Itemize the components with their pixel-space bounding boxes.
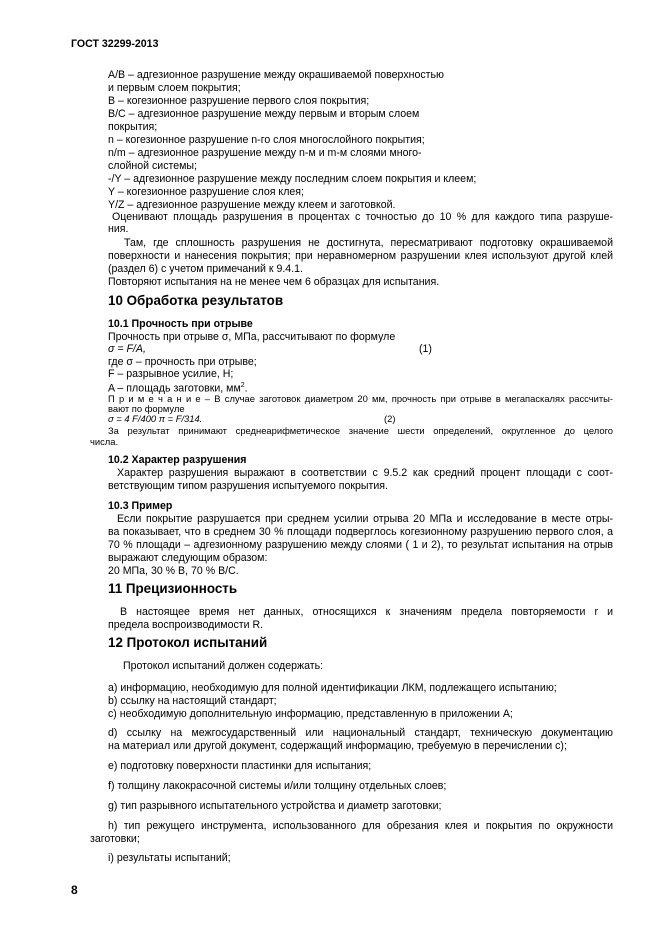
paragraph-line: ветствующим типом разрушения испытуемого покрытия. <box>108 480 388 492</box>
paragraph-line: Характер разрушения выражают в соответствии с 9.5.2 как средний процент площади с соот- <box>117 467 613 479</box>
paragraph-line: Прочность при отрыве σ, МПа, рассчитывают по формуле <box>108 331 396 343</box>
note-line: числа. <box>90 436 119 447</box>
note-line: За результат принимают среднеарифметическое значение шести определений, округленное до целого <box>108 425 613 436</box>
list-item: заготовки; <box>90 833 140 845</box>
where-line-end: . <box>244 382 248 395</box>
def-line: Y – когезионное разрушение слоя клея; <box>108 186 304 198</box>
paragraph-line: Оценивают площадь разрушения в процентах с точностью до 10 % для каждого типа разруше- <box>112 211 613 223</box>
list-item: h) тип режущего инструмента, использованного для обрезания клея и покрытия по окружности <box>108 820 613 832</box>
def-line: n/m – адгезионное разрушение между n-м и m-м слоями много- <box>108 147 422 159</box>
paragraph-line: (раздел 6) с учетом примечаний к 9.4.1. <box>108 263 303 275</box>
section-10-1-title: 10.1 Прочность при отрыве <box>108 318 253 330</box>
list-item: с) необходимую дополнительную информацию, представленную в приложении А; <box>108 708 513 720</box>
paragraph-line: ва показывает, что в среднем 30 % площади подверглось когезионному разрушению первого слоя, а <box>108 526 613 538</box>
section-10-2-title: 10.2 Характер разрушения <box>108 454 247 466</box>
formula-1: σ = F/A, <box>108 343 146 355</box>
where-line: где σ – прочность при отрыве; <box>108 356 257 368</box>
paragraph-line: 70 % площади – адгезионному разрушению между слоями ( 1 и 2), то результат испытания на отрыв <box>108 539 613 551</box>
def-line: B – когезионное разрушение первого слоя покрытия; <box>108 95 370 107</box>
list-item: f) толщину лакокрасочной системы и/или толщину отдельных слоев; <box>108 780 447 792</box>
example-result: 20 МПа, 30 % B, 70 % B/C. <box>108 565 239 577</box>
paragraph-line: поверхности и нанесения покрытия; при неравномерном разрушении клея используют другой клей <box>108 250 613 262</box>
paragraph-line: Если покрытие разрушается при среднем усилии отрыва 20 МПа и исследование в месте отры- <box>117 513 613 525</box>
def-line: A/B – адгезионное разрушение между окрашиваемой поверхностью <box>108 69 444 81</box>
section-12-title: 12 Протокол испытаний <box>108 635 268 650</box>
paragraph-line: предела воспроизводимости R. <box>108 619 264 631</box>
paragraph-line: ния. <box>108 223 129 235</box>
def-line: n – когезионное разрушение n-го слоя многослойного покрытия; <box>108 134 425 146</box>
page-number: 8 <box>71 883 78 897</box>
page-header-title: ГОСТ 32299-2013 <box>71 38 159 50</box>
paragraph-line: Там, где сплошность разрушения не достигнута, пересматривают подготовку окрашиваемой <box>124 237 613 249</box>
list-item: е) подготовку поверхности пластинки для испытания; <box>108 760 372 772</box>
def-line: -/Y – адгезионное разрушение между последним слоем покрытия и клеем; <box>108 173 477 185</box>
paragraph-line: Протокол испытаний должен содержать: <box>123 660 324 672</box>
section-10-3-title: 10.3 Пример <box>108 500 173 512</box>
list-item: i) результаты испытаний; <box>108 852 231 864</box>
formula-1-number: (1) <box>419 343 432 355</box>
def-line: Y/Z – адгезионное разрушение между клеем и заготовкой. <box>108 199 396 211</box>
formula-2: σ = 4 F/400 π = F/314. <box>108 413 203 424</box>
note-line: П р и м е ч а н и е – В случае заготовок диаметром 20 мм, прочность при отрыве в мегапаскалях рассчиты- <box>108 393 613 404</box>
list-item: g) тип разрывного испытательного устройства и диаметр заготовки; <box>108 800 442 812</box>
def-line: B/C – адгезионное разрушение между первым и вторым слоем <box>108 108 420 120</box>
list-item: b) ссылку на настоящий стандарт; <box>108 695 277 707</box>
note-line: вают по формуле <box>108 403 185 414</box>
paragraph-line: выражают следующим образом: <box>108 552 268 564</box>
section-11-title: 11 Прецизионность <box>108 581 238 596</box>
section-10-title: 10 Обработка результатов <box>108 293 284 308</box>
paragraph-line: В настоящее время нет данных, относящихся к значениям предела повторяемости r и <box>120 606 613 618</box>
formula-2-number: (2) <box>384 413 396 424</box>
list-item-text: а) информацию, необходимую для полной идентификации ЛКМ, подлежащего испытанию; <box>108 682 557 694</box>
def-line: и первым слоем покрытия; <box>108 82 241 94</box>
list-item: на материал или другой документ, содержащий информацию, требуемую в перечислении с); <box>108 740 567 752</box>
superscript: 2 <box>240 382 245 389</box>
def-line: слойной системы; <box>108 160 197 172</box>
list-item <box>108 682 557 694</box>
paragraph-line: Повторяют испытания на не менее чем 6 образцах для испытания. <box>108 276 440 288</box>
where-line: F – разрывное усилие, Н; <box>108 368 234 380</box>
where-line-text: A – площадь заготовки, мм <box>108 382 241 395</box>
list-item: d) ссылку на межгосударственный или национальный стандарт, техническую документацию <box>108 727 613 739</box>
def-line: покрытия; <box>108 121 158 133</box>
